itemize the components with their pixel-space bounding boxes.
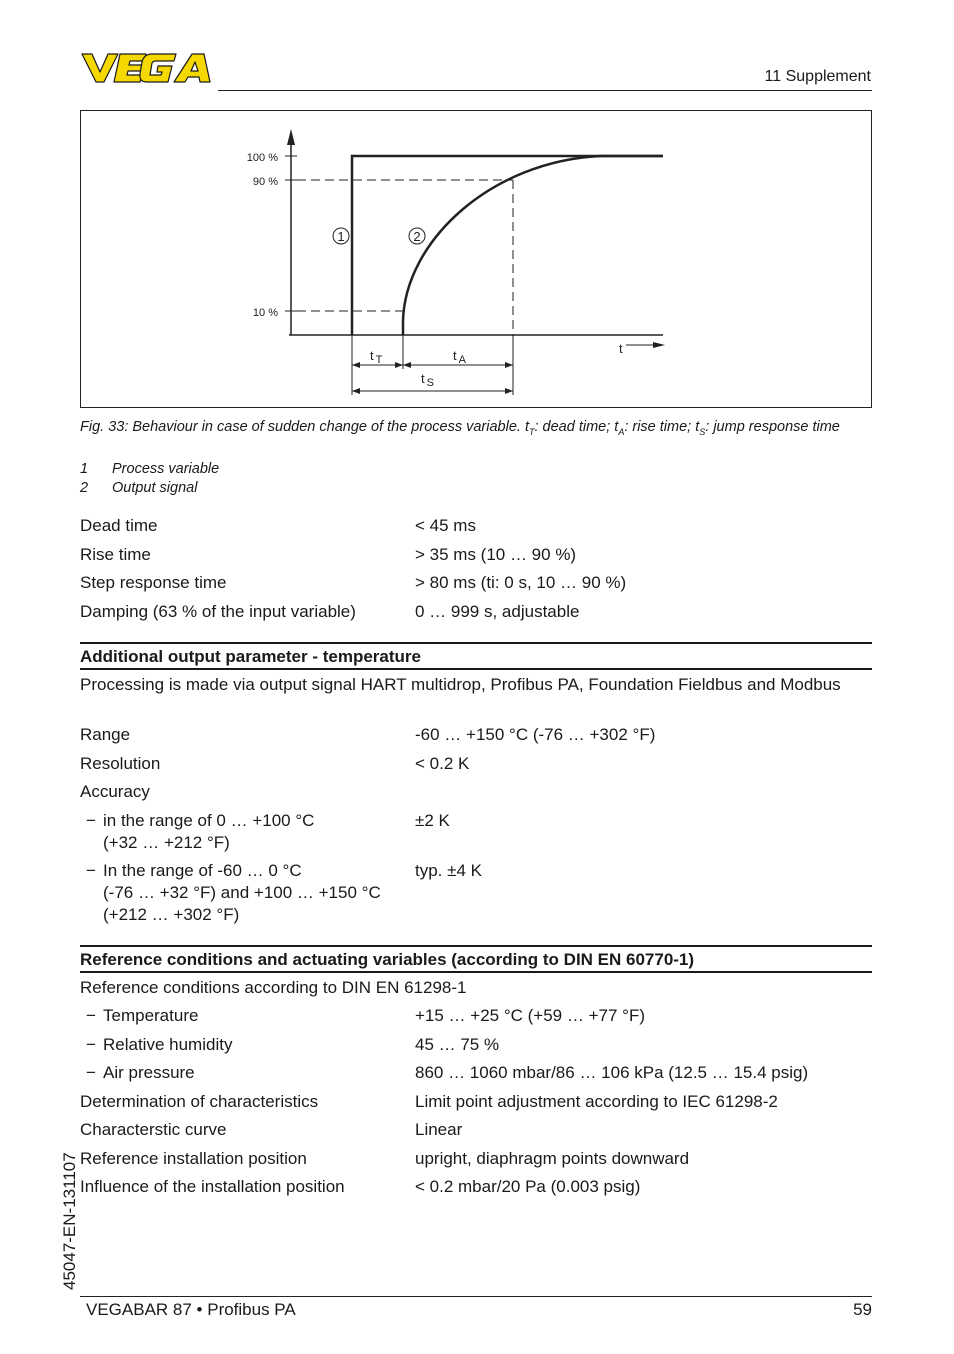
output-signal-curve [403, 156, 663, 335]
document-code: 45047-EN-131107 [60, 1152, 79, 1290]
reference-intro: Reference conditions according to DIN EN 61298-1 [80, 978, 467, 997]
marker-2-label: 2 [413, 229, 421, 244]
section-label: 11 Supplement [764, 68, 871, 85]
spec-row-accuracy-1: − in the range of 0 … +100 °C (+32 … +212 °F) ±2 K [86, 811, 450, 852]
vega-logo [80, 52, 212, 84]
tT-label: t $_T$ [370, 348, 383, 366]
spec-row-accuracy-2: − In the range of -60 … 0 °C (-76 … +32 °F) and +100 … +150 °C (+212 … +302 °F) typ. ±4 K [86, 861, 482, 924]
response-diagram [81, 111, 873, 409]
section-heading-temperature: Additional output parameter - temperature [80, 642, 872, 670]
legend-item: 1 Process variable [80, 461, 220, 477]
figure-caption: Fig. 33: Behaviour in case of sudden change of the process variable. $t_T$: dead time; $t_A$: rise time; $t_S$: jump response time [80, 419, 840, 437]
response-figure [80, 110, 872, 408]
vega-logo-icon [80, 52, 212, 84]
section-heading-reference: Reference conditions and actuating variables (according to DIN EN 60770-1) [80, 945, 872, 973]
tick-10-label: 10 % [252, 307, 278, 319]
y-axis-arrow [287, 129, 295, 145]
t-axis-label: t [619, 341, 623, 356]
tS-label: t $_S$ [421, 371, 434, 389]
marker-1-label: 1 [337, 229, 345, 244]
tick-90-label: 90 % [252, 176, 278, 188]
temperature-intro: Processing is made via output signal HART multidrop, Profibus PA, Foundation Fieldbus and Modbus [80, 675, 841, 694]
page-number: 59 [853, 1300, 872, 1319]
t-arrow-head [653, 342, 665, 348]
footer-rule [80, 1296, 872, 1297]
process-variable-curve [352, 156, 663, 335]
tick-100-label: 100 % [246, 152, 278, 164]
footer-product: VEGABAR 87 • Profibus PA [86, 1300, 296, 1319]
tA-label: t $_A$ [453, 348, 466, 366]
legend-item: 2 Output signal [80, 480, 198, 496]
header-rule [218, 90, 872, 91]
